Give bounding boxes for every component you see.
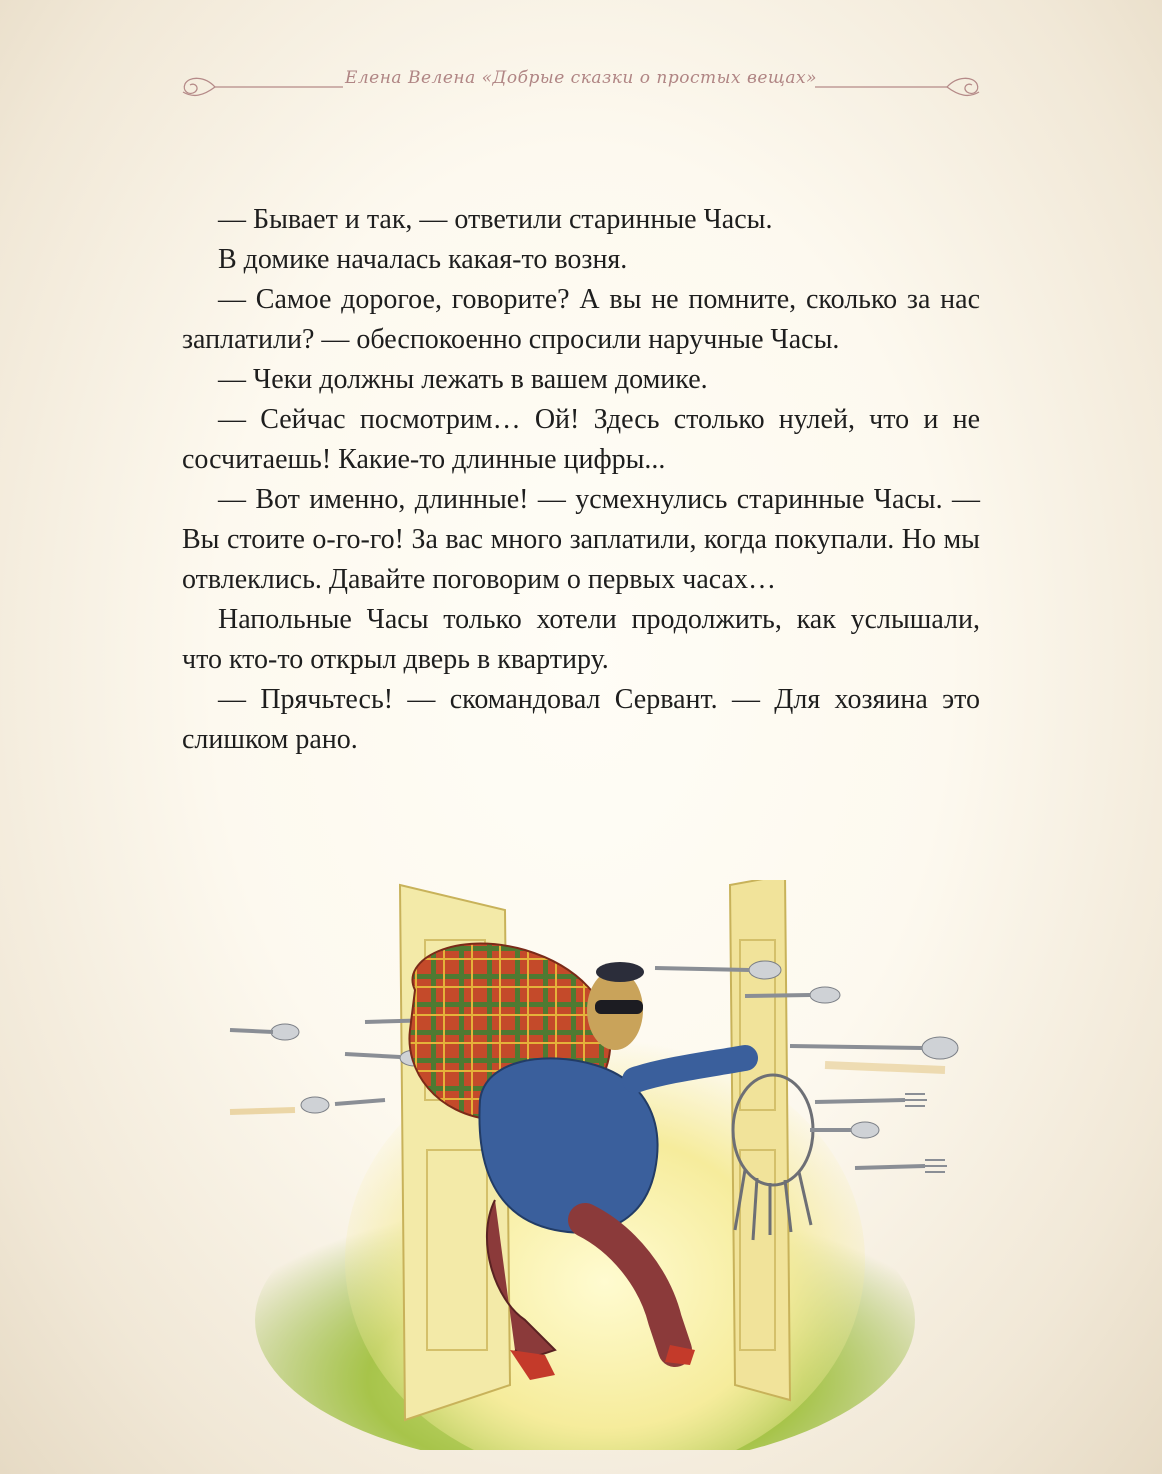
header-author: Елена Велена <box>344 68 476 88</box>
paragraph: — Бывает и так, — ответили старинные Часы. <box>218 204 773 235</box>
story-text <box>182 200 980 760</box>
burglar-hat <box>596 962 644 982</box>
paragraph: — Прячьтесь! — скомандовал Сервант. — Для хозяина это слишком рано. <box>182 684 980 755</box>
running-header <box>175 62 987 112</box>
header-book-title: «Добрые сказки о простых вещах» <box>481 68 818 88</box>
header-title <box>175 68 987 88</box>
paragraph: — Вот именно, длинные! — усмехнулись старинные Часы. — Вы стоите о-го-го! За вас много заплатили, когда покупали. Но мы отвлеклись. Давайте поговорим о первых часах… <box>182 484 980 595</box>
paragraph: — Самое дорогое, говорите? А вы не помните, сколько за нас заплатили? — обеспокоенно спросили наручные Часы. <box>182 284 980 355</box>
paragraph: Напольные Часы только хотели продолжить, как услышали, что кто-то открыл дверь в квартиру. <box>182 604 980 675</box>
burglar-mask <box>595 1000 643 1014</box>
paragraph: — Сейчас посмотрим… Ой! Здесь столько нулей, что и не сосчитаешь! Какие-то длинные цифры... <box>182 404 980 475</box>
paragraph: — Чеки должны лежать в вашем домике. <box>218 364 708 395</box>
burglar-illustration <box>225 880 965 1450</box>
paragraph: В домике началась какая-то возня. <box>218 244 628 275</box>
